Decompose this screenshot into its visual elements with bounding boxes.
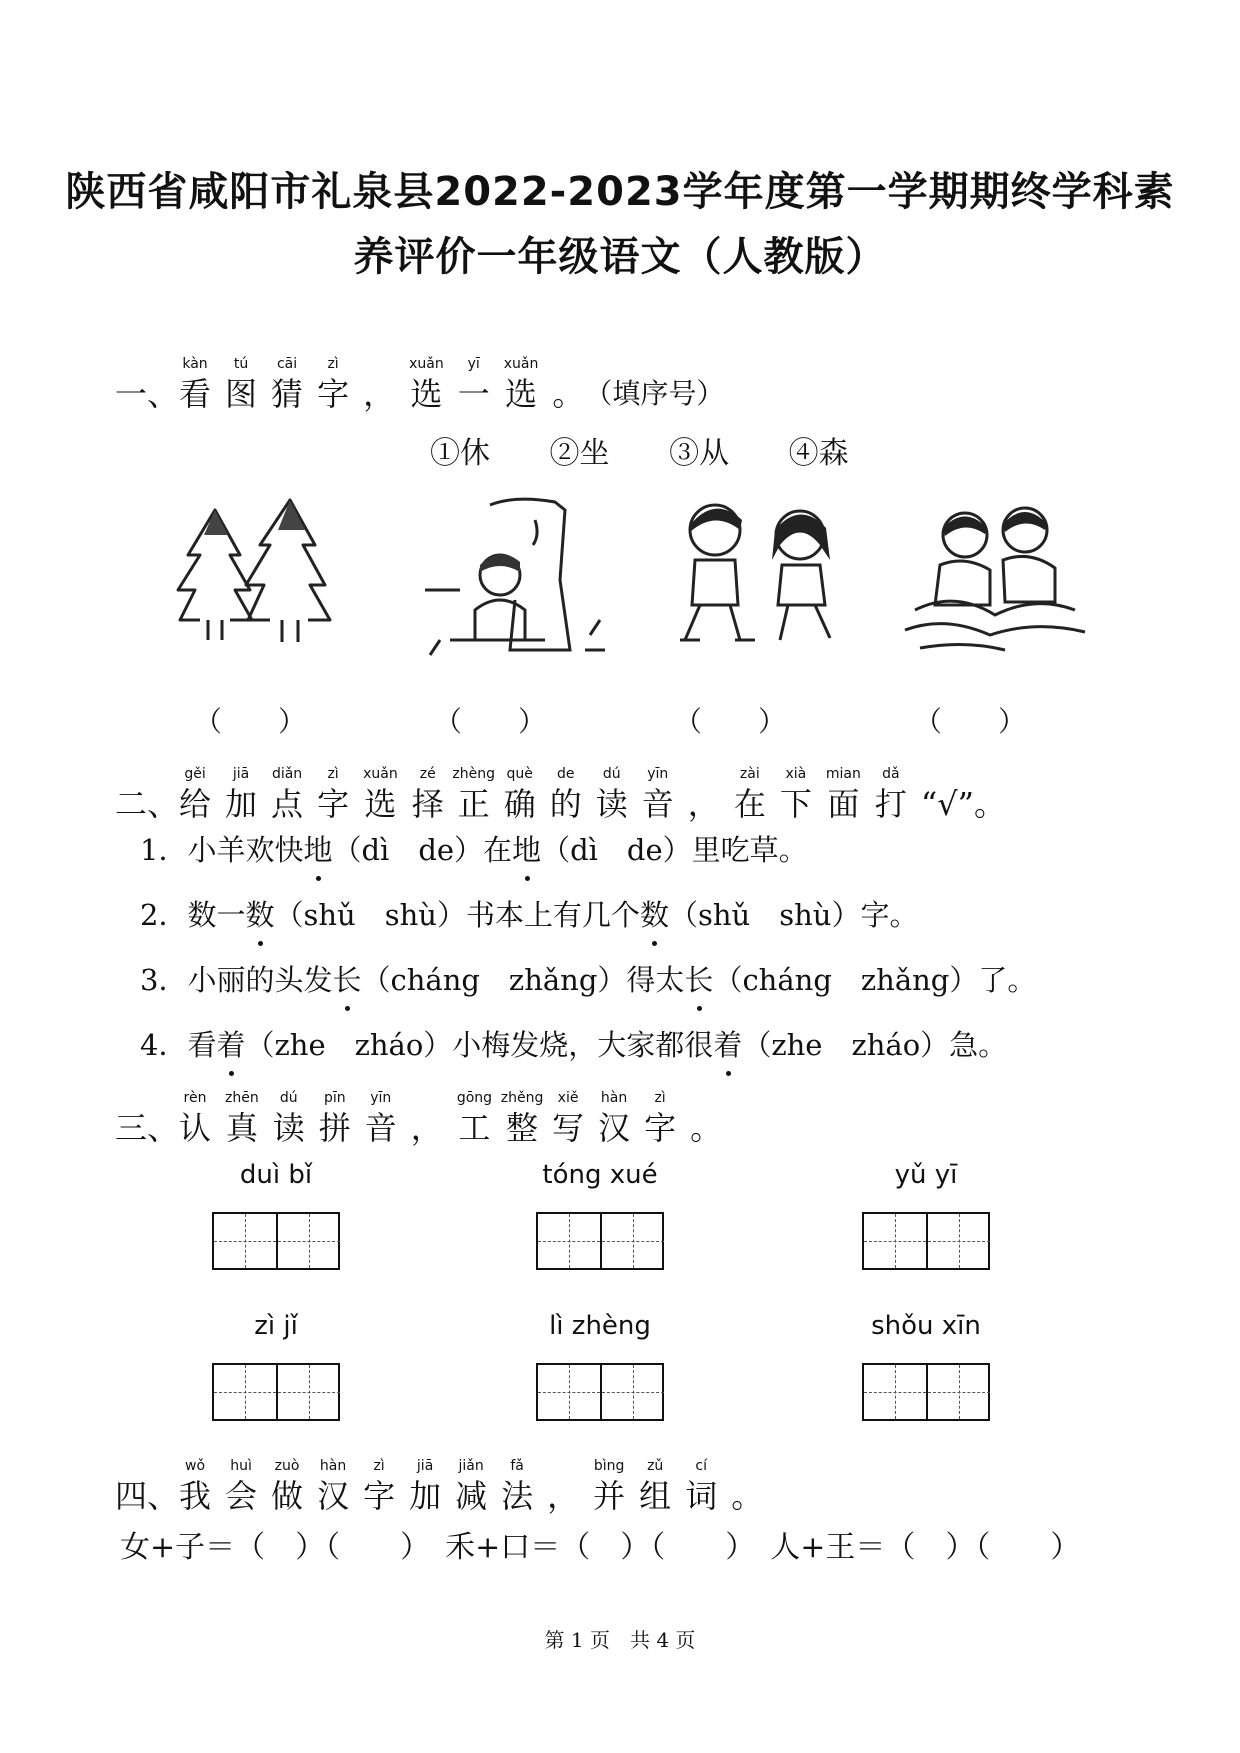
hanzi-char: 汉 — [317, 1477, 350, 1515]
section1-note: （填序号） — [584, 377, 725, 410]
option-4: ④森 — [788, 436, 849, 471]
ruby-char — [271, 766, 303, 822]
page-title-line2: 养评价一年级语文（人教版） — [353, 234, 887, 280]
ruby-char — [411, 1090, 443, 1146]
pinyin-annotation: hàn — [600, 1090, 628, 1106]
hanzi-char: 并 — [593, 1477, 626, 1515]
item-text[interactable]: （shǔ shù）字。 — [668, 898, 919, 932]
question-2-3 — [140, 958, 1036, 999]
trees-picture — [160, 490, 360, 660]
hanzi-char: ， — [410, 1109, 443, 1147]
item-text[interactable]: （cháng zhǎng）了。 — [713, 963, 1037, 997]
section3-tail: 。 — [690, 1109, 723, 1147]
pinyin-annotation: dú — [279, 1090, 298, 1106]
dotted-char: 地 — [303, 828, 332, 869]
pinyin-annotation: cāi — [276, 356, 298, 372]
section1-tail: 。 — [552, 375, 585, 413]
item-text[interactable]: （zhe zháo）急。 — [742, 1028, 1008, 1062]
pinyin-prompt-1: duì bǐ — [239, 1160, 313, 1190]
pinyin-annotation: gōng — [456, 1090, 493, 1106]
question-2-1 — [140, 828, 808, 869]
ruby-char — [642, 766, 674, 822]
hanzi-char: 图 — [225, 375, 258, 413]
hanzi-char: 读 — [595, 785, 628, 823]
hanzi-char: 字 — [317, 785, 350, 823]
section1-ruby — [179, 356, 552, 412]
pinyin-prompt-4: zì jǐ — [254, 1311, 298, 1341]
ruby-char — [644, 1090, 676, 1146]
pinyin-annotation — [411, 1090, 443, 1106]
people-sitting-together-picture — [895, 490, 1095, 660]
item-text[interactable]: （zhe zháo）小梅发烧，大家都很 — [245, 1028, 714, 1062]
pinyin-annotation: kàn — [182, 356, 208, 372]
question-2-2 — [140, 893, 918, 934]
pinyin-annotation: zé — [419, 766, 436, 782]
pinyin-annotation — [363, 356, 395, 372]
section4-ruby — [179, 1458, 731, 1514]
dotted-char: 长 — [332, 958, 361, 999]
section4-number: 四、 — [115, 1477, 180, 1515]
pinyin-annotation: dǎ — [882, 766, 900, 782]
pinyin-annotation: zhēn — [225, 1090, 259, 1106]
answer-blank-2[interactable]: （ ） — [433, 705, 546, 738]
pinyin-prompt-2: tóng xué — [542, 1160, 658, 1190]
ruby-char — [455, 1458, 487, 1514]
pinyin-annotation: yīn — [647, 766, 669, 782]
hanzi-char: 给 — [179, 785, 212, 823]
hanzi-char: 法 — [501, 1477, 534, 1515]
pinyin-annotation: mian — [825, 766, 861, 782]
dotted-char: 长 — [684, 958, 713, 999]
pinyin-prompt-3: yǔ yī — [894, 1160, 958, 1190]
hanzi-char: 一 — [457, 375, 490, 413]
pinyin-annotation: zài — [739, 766, 760, 782]
writing-grid-3[interactable] — [862, 1212, 990, 1270]
pinyin-annotation: huì — [230, 1458, 252, 1474]
writing-grid-4[interactable] — [212, 1363, 340, 1421]
ruby-char — [685, 1458, 717, 1514]
ruby-char — [550, 766, 582, 822]
ruby-char — [875, 766, 907, 822]
hanzi-char: 读 — [272, 1109, 305, 1147]
item-text[interactable]: （cháng zhǎng）得太 — [361, 963, 685, 997]
pinyin-annotation: hàn — [319, 1458, 347, 1474]
item-number: 1． — [140, 833, 188, 867]
hanzi-char: 组 — [639, 1477, 672, 1515]
item-number: 2． — [140, 898, 188, 932]
pinyin-annotation: rèn — [183, 1090, 207, 1106]
hanzi-char: 打 — [874, 785, 907, 823]
ruby-char — [225, 356, 257, 412]
character-math-line[interactable]: 女+子＝（ ）（ ） 禾+口＝（ ）（ ） 人+王＝（ ）（ ） — [120, 1530, 1081, 1565]
pinyin-annotation: pīn — [323, 1090, 346, 1106]
ruby-char — [452, 766, 496, 823]
pinyin-annotation: fǎ — [510, 1458, 524, 1474]
question-2-4 — [140, 1023, 1007, 1064]
ruby-char — [504, 766, 536, 822]
pinyin-annotation: bìng — [593, 1458, 625, 1474]
pinyin-annotation: xuǎn — [503, 356, 539, 372]
hanzi-char: 加 — [409, 1477, 442, 1515]
hanzi-char: 正 — [457, 785, 490, 823]
answer-blank-1[interactable]: （ ） — [193, 705, 306, 738]
hanzi-char: 拼 — [318, 1109, 351, 1147]
hanzi-char: 字 — [644, 1109, 677, 1147]
hanzi-char: 的 — [549, 785, 582, 823]
ruby-char — [179, 766, 211, 822]
item-text: 看 — [187, 1028, 217, 1062]
pinyin-annotation: zì — [654, 1090, 666, 1106]
hanzi-char: 点 — [271, 785, 304, 823]
section3-ruby — [179, 1090, 690, 1146]
dotted-char: 着 — [713, 1023, 742, 1064]
pinyin-annotation: zǔ — [647, 1458, 664, 1474]
pinyin-annotation: de — [557, 766, 575, 782]
hanzi-char: 加 — [225, 785, 258, 823]
pinyin-annotation: xuǎn — [409, 356, 444, 372]
ruby-char — [734, 766, 766, 822]
pinyin-annotation — [547, 1458, 579, 1474]
ruby-char — [409, 356, 444, 412]
pinyin-annotation: diǎn — [271, 766, 303, 782]
pinyin-annotation: què — [506, 766, 533, 782]
hanzi-char: ， — [547, 1477, 580, 1515]
ruby-char — [225, 1458, 257, 1514]
ruby-char — [598, 1090, 630, 1146]
ruby-char — [363, 356, 395, 412]
two-children-walking-picture — [660, 490, 860, 660]
writing-grid-5[interactable] — [536, 1363, 664, 1421]
hanzi-char: 认 — [179, 1109, 212, 1147]
ruby-char — [271, 1458, 303, 1514]
pinyin-annotation: xiě — [557, 1090, 579, 1106]
hanzi-char: 面 — [827, 785, 860, 823]
pinyin-annotation — [688, 766, 720, 782]
hanzi-char: 词 — [685, 1477, 718, 1515]
dotted-char: 数 — [245, 893, 274, 934]
boy-sitting-under-tree-picture — [415, 490, 615, 660]
section2-tail: “√”。 — [920, 785, 1006, 823]
pinyin-annotation: cí — [695, 1458, 707, 1474]
item-number: 3． — [140, 963, 188, 997]
hanzi-char: 选 — [364, 785, 397, 823]
ruby-char — [409, 1458, 441, 1514]
item-text: 小丽的头发 — [187, 963, 333, 997]
hanzi-char: 写 — [552, 1109, 585, 1147]
hanzi-char: 选 — [410, 375, 443, 413]
answer-blank-4[interactable]: （ ） — [913, 705, 1026, 738]
dotted-char: 数 — [640, 893, 669, 934]
hanzi-char: 猜 — [271, 375, 304, 413]
ruby-char — [547, 1458, 579, 1514]
writing-grid-6[interactable] — [862, 1363, 990, 1421]
option-3: ③从 — [669, 436, 730, 471]
section2-ruby — [179, 766, 921, 822]
pinyin-annotation: zì — [327, 356, 339, 372]
hanzi-char: 整 — [506, 1109, 539, 1147]
hanzi-char: 下 — [779, 785, 812, 823]
ruby-char — [319, 1090, 351, 1146]
ruby-char — [593, 1458, 625, 1514]
pinyin-annotation: xià — [785, 766, 807, 782]
section1-number: 一、 — [115, 375, 180, 413]
pinyin-annotation: yīn — [370, 1090, 392, 1106]
pinyin-annotation: wǒ — [185, 1458, 206, 1474]
hanzi-char: 看 — [179, 375, 212, 413]
pinyin-annotation: zhèng — [452, 766, 496, 782]
pinyin-annotation: yī — [467, 356, 480, 372]
ruby-char — [225, 1090, 259, 1146]
section4-tail: 。 — [731, 1477, 764, 1515]
dotted-char: 着 — [216, 1023, 245, 1064]
ruby-char — [363, 1458, 395, 1514]
ruby-char — [780, 766, 812, 822]
ruby-char — [179, 356, 211, 412]
hanzi-char: 会 — [225, 1477, 258, 1515]
item-text[interactable]: （dì de）里吃草。 — [541, 833, 808, 867]
pinyin-annotation: jiǎn — [458, 1458, 484, 1474]
pinyin-annotation: zì — [327, 766, 339, 782]
ruby-char — [639, 1458, 671, 1514]
item-text: 小羊欢快 — [187, 833, 304, 867]
hanzi-char: 音 — [641, 785, 674, 823]
hanzi-char: 在 — [733, 785, 766, 823]
item-text[interactable]: （shǔ shù）书本上有几个 — [274, 898, 640, 932]
ruby-char — [317, 766, 349, 822]
pinyin-annotation: tú — [233, 356, 249, 372]
answer-options — [430, 428, 899, 472]
writing-grid-1[interactable] — [212, 1212, 340, 1270]
section2-number: 二、 — [115, 785, 180, 823]
hanzi-char: 汉 — [598, 1109, 631, 1147]
section1-heading — [115, 356, 724, 412]
ruby-char — [504, 356, 539, 412]
hanzi-char: 工 — [458, 1109, 491, 1147]
ruby-char — [363, 766, 398, 822]
page-title-line1: 陕西省咸阳市礼泉县2022-2023学年度第一学期期终学科素 — [65, 169, 1175, 215]
pinyin-annotation: jiā — [416, 1458, 434, 1474]
ruby-char — [365, 1090, 397, 1146]
hanzi-char: 字 — [363, 1477, 396, 1515]
ruby-char — [179, 1090, 211, 1146]
hanzi-char: 择 — [411, 785, 444, 823]
ruby-char — [317, 1458, 349, 1514]
pinyin-prompt-6: shǒu xīn — [871, 1311, 981, 1341]
item-number: 4． — [140, 1028, 188, 1062]
hanzi-char: 我 — [179, 1477, 212, 1515]
ruby-char — [273, 1090, 305, 1146]
ruby-char — [596, 766, 628, 822]
item-text[interactable]: （dì de）在 — [332, 833, 513, 867]
pinyin-prompt-5: lì zhèng — [549, 1311, 651, 1341]
hanzi-char: 真 — [225, 1109, 258, 1147]
hanzi-char: 做 — [271, 1477, 304, 1515]
ruby-char — [412, 766, 444, 822]
pinyin-annotation: zhěng — [500, 1090, 544, 1106]
writing-grid-2[interactable] — [536, 1212, 664, 1270]
ruby-char — [501, 1458, 533, 1514]
ruby-char — [688, 766, 720, 822]
option-1: ①休 — [430, 436, 490, 471]
hanzi-char: ， — [363, 375, 396, 413]
item-text: 数一 — [187, 898, 246, 932]
ruby-char — [317, 356, 349, 412]
ruby-char — [826, 766, 861, 822]
hanzi-char: 确 — [503, 785, 536, 823]
ruby-char — [500, 1090, 544, 1147]
page-footer: 第 1 页 共 4 页 — [544, 1628, 696, 1652]
pinyin-annotation: zuò — [274, 1458, 300, 1474]
hanzi-char: 字 — [317, 375, 350, 413]
ruby-char — [457, 1090, 492, 1146]
dotted-char: 地 — [512, 828, 541, 869]
hanzi-char: 减 — [455, 1477, 488, 1515]
section3-number: 三、 — [115, 1109, 180, 1147]
section3-heading — [115, 1090, 722, 1146]
pinyin-annotation: xuǎn — [363, 766, 398, 782]
ruby-char — [552, 1090, 584, 1146]
pinyin-annotation: zì — [373, 1458, 385, 1474]
ruby-char — [271, 356, 303, 412]
option-2: ②坐 — [549, 436, 610, 471]
hanzi-char: 音 — [364, 1109, 397, 1147]
pinyin-annotation: dú — [602, 766, 621, 782]
ruby-char — [225, 766, 257, 822]
pinyin-annotation: jiā — [232, 766, 250, 782]
section4-heading — [115, 1458, 763, 1514]
hanzi-char: ， — [687, 785, 720, 823]
section2-heading — [115, 766, 1006, 822]
ruby-char — [179, 1458, 211, 1514]
answer-blank-3[interactable]: （ ） — [673, 705, 786, 738]
hanzi-char: 选 — [505, 375, 538, 413]
pinyin-annotation: gěi — [184, 766, 206, 782]
ruby-char — [458, 356, 490, 412]
